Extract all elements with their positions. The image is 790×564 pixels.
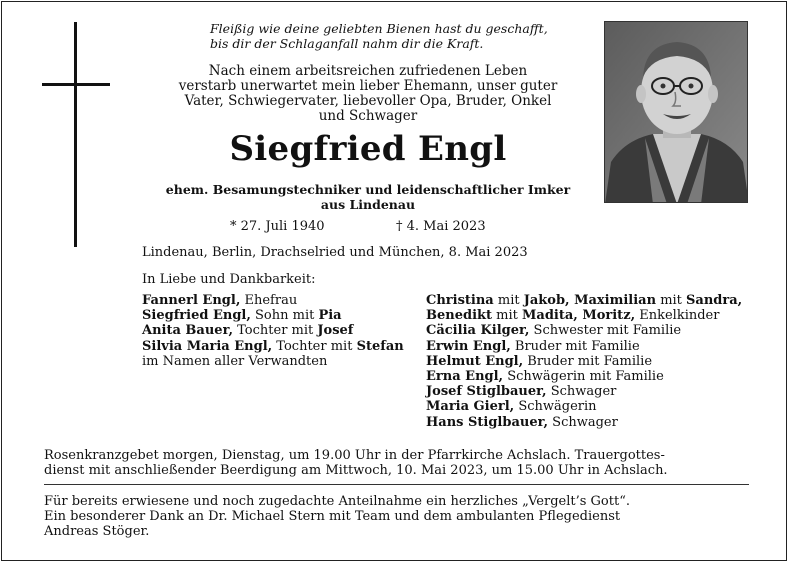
intro-line: Vater, Schwiegervater, liebevoller Opa, Bruder, Onkel [184, 93, 552, 109]
mourner-name: Josef [317, 323, 354, 339]
profession-line: ehem. Besamungstechniker und leidenschaftlicher Imker [165, 182, 571, 197]
mourner-name: Helmut Engl, [426, 353, 524, 369]
mourner-row [426, 323, 742, 338]
intro-line: Nach einem arbeitsreichen zufriedenen Leben [208, 63, 528, 79]
mourner-name: Anita Bauer, [142, 323, 233, 339]
mourner-row [426, 308, 742, 323]
mourner-name: Erwin Engl, [426, 338, 511, 354]
memorial-quote [210, 21, 590, 51]
mourner-name: Fannerl Engl, [142, 293, 241, 308]
place-and-date: Lindenau, Berlin, Drachselried und München, 8. Mai 2023 [142, 245, 528, 260]
mourner-name: Hans Stiglbauer, [426, 414, 549, 430]
mourner-row [426, 384, 742, 399]
mourner-row [426, 339, 742, 354]
portrait-image [605, 22, 748, 203]
mourner-relation: im Namen aller Verwandten [142, 353, 328, 369]
birth-date: * 27. Juli 1940 [230, 219, 325, 234]
mourner-relation: Schwester mit Familie [529, 323, 682, 339]
mourner-relation: Schwägerin [514, 399, 597, 415]
mourner-relation: Ehefrau [240, 293, 298, 308]
mourner-row [142, 354, 404, 369]
mourner-name: Silvia Maria Engl, [142, 338, 273, 354]
mourner-relation: Schwager [548, 414, 618, 430]
funeral-line: dienst mit anschließender Beerdigung am Mittwoch, 10. Mai 2023, um 15.00 Uhr in Achslach. [44, 463, 668, 478]
mourner-relation: mit [493, 293, 524, 308]
mourner-relation: mit [492, 308, 523, 324]
mourner-name: Sandra, [686, 293, 743, 308]
divider [44, 484, 749, 485]
mourner-name: Erna Engl, [426, 369, 504, 385]
mourners-right-column [426, 293, 742, 430]
mourner-name: Christina [426, 293, 494, 308]
funeral-line: Rosenkranzgebet morgen, Dienstag, um 19.00 Uhr in der Pfarrkirche Achslach. Trauergottes- [44, 448, 665, 463]
mourner-row [142, 339, 404, 354]
portrait-photo [604, 21, 748, 203]
mourner-row [426, 399, 742, 414]
mourner-name: Stefan [356, 338, 404, 354]
death-date: † 4. Mai 2023 [396, 219, 486, 234]
mourner-name: Josef Stiglbauer, [426, 384, 547, 400]
mourner-row [426, 293, 742, 308]
mourner-relation: Sohn mit [250, 308, 319, 324]
mourner-name: Pia [318, 308, 342, 324]
deceased-name: Siegfried Engl [229, 129, 507, 169]
mourner-row [142, 323, 404, 338]
mourner-row [426, 415, 742, 430]
mourner-name: Maria Gierl, [426, 399, 515, 415]
thanks-line: Für bereits erwiesene und noch zugedachte Anteilnahme ein herzliches „Vergelt’s Gott“. [44, 494, 630, 509]
mourner-row [426, 369, 742, 384]
mourner-row [426, 354, 742, 369]
mourner-row [142, 308, 404, 323]
mourner-relation: Tochter mit [233, 323, 318, 339]
mourner-name: Cäcilia Kilger, [426, 323, 530, 339]
mourner-relation: Schwägerin mit Familie [503, 369, 664, 385]
quote-line: Fleißig wie deine geliebten Bienen hast du geschafft, [210, 21, 548, 36]
intro-line: und Schwager [318, 108, 418, 124]
funeral-info [44, 448, 754, 478]
thanks-line: Ein besonderer Dank an Dr. Michael Stern mit Team und dem ambulanten Pflegedienst [44, 509, 621, 524]
mourners-left-column [142, 293, 404, 369]
mourner-name: Madita, Moritz, [522, 308, 636, 324]
thanks-text [44, 494, 754, 539]
intro-text [148, 64, 588, 124]
thanks-line: Andreas Stöger. [44, 524, 150, 539]
mourner-relation: Enkelkinder [635, 308, 720, 324]
profession-line: aus Lindenau [320, 197, 416, 212]
mourner-name: Jakob, Maximilian [523, 293, 657, 308]
mourner-relation: Bruder mit Familie [523, 353, 653, 369]
quote-line: bis dir der Schlaganfall nahm dir die Kraft. [210, 36, 484, 51]
mourner-relation: Schwager [546, 384, 617, 400]
mourner-relation: mit [656, 293, 687, 308]
intro-line: verstarb unerwartet mein lieber Ehemann, unser guter [178, 78, 558, 94]
mourner-name: Benedikt [426, 308, 493, 324]
mourner-row [142, 293, 404, 308]
deceased-profession [148, 182, 588, 212]
mourner-name: Siegfried Engl, [142, 308, 251, 324]
mourner-relation: Tochter mit [272, 338, 357, 354]
mourners-heading: In Liebe und Dankbarkeit: [142, 272, 316, 287]
mourner-relation: Bruder mit Familie [510, 338, 640, 354]
